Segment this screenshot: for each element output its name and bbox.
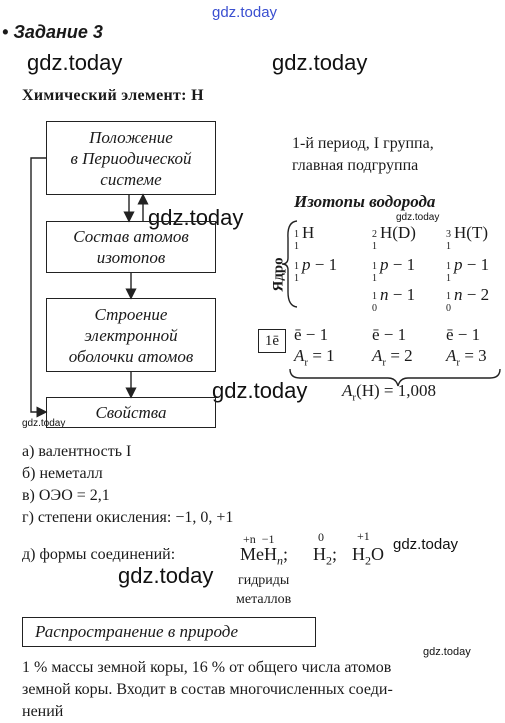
box-line: Состав атомов — [73, 227, 189, 246]
text-line: земной коры. Входит в состав многочисленных соеди- — [22, 681, 393, 698]
neutron-count: 1 0 n − 1 — [372, 285, 416, 314]
text-line: 1 % массы земной коры, 16 % от общего числа атомов — [22, 659, 392, 676]
isotope-tritium: 3 1 H(T) — [446, 223, 488, 252]
distribution-text — [22, 657, 500, 723]
distribution-title-box: Распространение в природе — [22, 617, 316, 647]
box-line: оболочки атомов — [68, 346, 194, 366]
isotope-protium: 1 1 H — [294, 223, 315, 252]
compound-note — [236, 571, 291, 609]
electron-count: ē − 1 — [294, 325, 329, 344]
box-line: Свойства — [95, 403, 167, 422]
box-line: Положение — [89, 127, 173, 147]
property-valence: а) валентность I — [22, 443, 132, 460]
relative-mass: $A_r = 2$ — [372, 346, 413, 369]
formula-hydrogen: $H_2$; — [313, 544, 338, 568]
box-line: в Периодической — [70, 148, 192, 168]
position-description — [292, 133, 434, 177]
property-electronegativity: в) ОЭО = 2,1 — [22, 487, 110, 504]
watermark-small: gdz.today — [393, 536, 459, 553]
compounds-label: д) формы соединений: — [22, 546, 176, 563]
watermark: gdz.today — [148, 205, 244, 230]
text-line: нений — [22, 703, 64, 720]
formula-metal-hydride: MeH$_n$; — [240, 544, 289, 568]
nucleus-label: Ядро — [270, 257, 287, 292]
neutron-count: 1 0 n − 2 — [446, 285, 490, 314]
watermark-small: gdz.today — [22, 418, 66, 429]
relative-mass: $A_r = 3$ — [446, 346, 487, 369]
formula-water: $H_2O$ — [352, 544, 384, 568]
watermark-small: gdz.today — [396, 212, 440, 223]
bullet: • — [2, 22, 9, 42]
oxidation-mark: 0 — [318, 530, 324, 544]
element-title: Химический элемент: Н — [22, 87, 204, 104]
text-line: металлов — [236, 592, 292, 607]
watermark: gdz.today — [272, 50, 368, 75]
box-line: системе — [100, 169, 162, 189]
electron-count: ē − 1 — [446, 325, 481, 344]
oxidation-mark: +1 — [357, 529, 370, 543]
left-connector-arrow — [31, 158, 46, 412]
relative-mass: $A_r = 1$ — [294, 346, 335, 369]
oxidation-mark: +n −1 — [243, 532, 275, 546]
electron-count: ē − 1 — [372, 325, 407, 344]
electron-count-box: 1ē — [258, 329, 286, 353]
text-line: гидриды — [237, 573, 290, 588]
property-nonmetal: б) неметалл — [22, 465, 103, 482]
isotope-deuterium: 2 1 H(D) — [372, 223, 416, 252]
text-line: 1-й период, I группа, — [292, 135, 434, 152]
property-oxidation-states: г) степени окисления: −1, 0, +1 — [22, 509, 234, 526]
watermark: gdz.today — [27, 50, 123, 75]
watermark-top: gdz.today — [212, 4, 278, 21]
box-line: изотопов — [96, 248, 166, 267]
watermark-small: gdz.today — [423, 646, 471, 658]
text-line: главная подгруппа — [292, 157, 419, 174]
task-title: Задание 3 — [13, 22, 103, 42]
isotopes-title: Изотопы водорода — [294, 192, 436, 211]
watermark: gdz.today — [212, 378, 308, 403]
proton-count: 1 1 p − 1 — [372, 255, 416, 284]
watermark: gdz.today — [118, 563, 214, 588]
box-line: Строение — [94, 304, 168, 324]
proton-count: 1 1 p − 1 — [446, 255, 490, 284]
proton-count: 1 1 p − 1 — [294, 255, 338, 284]
box-line: электронной — [84, 325, 178, 345]
average-relative-mass: $A_r(H) = 1,008$ — [342, 381, 436, 404]
